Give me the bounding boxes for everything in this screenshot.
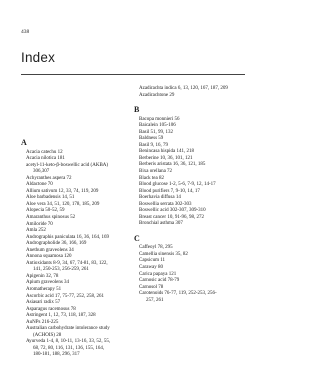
index-entry: 257, 261 xyxy=(146,297,164,303)
index-entry: Azadirachta indica 6, 13, 120, 167, 187, 209 xyxy=(139,86,228,91)
index-entry: acetyl-11-keto-β-boswellic acid (AKBA) xyxy=(26,162,109,168)
index-entry: Basil 51, 99, 132 xyxy=(139,129,174,135)
index-entry: Asiasari radix 57 xyxy=(26,300,61,306)
index-entry: Alopecia 50-52, 59 xyxy=(26,208,65,214)
index-entry: Aloe vera 34, 51, 120, 178, 185, 209 xyxy=(26,201,100,207)
index-entry: Baicalein 105-106 xyxy=(139,123,176,129)
index-entry: 141, 250-253, 256-259, 261 xyxy=(33,267,89,273)
index-entry: Caraway 80 xyxy=(139,265,164,271)
index-entry: 68, 72, 80, 116, 131, 136, 155, 164, xyxy=(33,345,105,351)
index-entry: Carnosic acid 78-79 xyxy=(139,278,180,284)
index-entry: Apigenin 32, 78 xyxy=(26,273,59,279)
entry-list-a-continued xyxy=(139,86,243,99)
index-entry: Boswellia serrata 302-303 xyxy=(139,201,192,207)
index-entry: Bacopa monnieri 56 xyxy=(139,116,180,122)
index-entry: Allium sativum 12, 33, 74, 119, 209 xyxy=(26,188,99,194)
index-entry: Black tea 82 xyxy=(139,175,164,181)
index-entry: Baldness 59 xyxy=(139,136,164,142)
index-entry: Acacia catechu 12 xyxy=(26,149,63,155)
index-entry: Amla 252 xyxy=(26,228,46,234)
index-entry: Achyranthes aspera 72 xyxy=(26,175,72,181)
index-column-left xyxy=(21,138,130,359)
index-entry: Azadirachtone 29 xyxy=(139,92,175,98)
index-entry: Caffeoyl 78, 295 xyxy=(139,245,173,251)
index-entry: Camellia sinensis 35, 82 xyxy=(139,251,188,257)
index-entry: 306,307 xyxy=(33,169,50,175)
index-entry: Blood purifiers 7, 9-10, 14, 17 xyxy=(139,188,200,194)
index-entry: Carotenoids 76-77, 119, 252-253, 256- xyxy=(139,291,217,297)
index-entry: Benincasa hispida 141, 218 xyxy=(139,149,194,155)
index-entry: Ascorbic acid 17, 75-77, 252, 258, 261 xyxy=(26,293,105,299)
index-entry: AuNPs 216-225 xyxy=(26,319,59,325)
index-entry: Boswellic acid 302-307, 309-310 xyxy=(139,208,206,214)
index-entry: Anethum graveolens 34 xyxy=(26,247,74,253)
index-entry: Ayurveda 1-4, 8, 10-11, 13-16, 33, 52, 55, xyxy=(26,339,111,345)
index-entry: Andrographis paniculata 16, 36, 164, 169 xyxy=(26,234,110,240)
index-entry: Acacia nilotica 181 xyxy=(26,156,65,162)
index-entry: Asparagus racemosus 78 xyxy=(26,306,76,312)
index-entry: Capsicum 11 xyxy=(139,258,166,264)
index-entry: Astringent 1, 12, 73, 118, 187, 328 xyxy=(26,313,96,319)
entry-list-c xyxy=(139,245,243,304)
index-entry: Aromatherapy 51 xyxy=(26,286,62,292)
index-entry: Apium graveolens 34 xyxy=(26,280,70,286)
index-entry: Blood glucose 1-2, 5-6, 7-9, 12, 14-17 xyxy=(139,182,216,188)
index-entry: Berberis aristata 16, 36, 121, 185 xyxy=(139,162,206,168)
index-entry: Boerhavia diffusa 14 xyxy=(139,195,181,201)
index-entry: Breast cancer 10, 91-96, 98, 272 xyxy=(139,214,204,220)
entry-list-b xyxy=(139,117,243,228)
index-entry: Carnosol 78 xyxy=(139,284,164,290)
index-entry: Amaranthus spinosus 52 xyxy=(26,214,76,220)
index-entry: Bronchial asthma 307 xyxy=(139,221,183,227)
index-entry: Antioxidants 8-9, 34, 67, 74-81, 83, 122, xyxy=(26,260,108,266)
index-entry: Carica papaya 121 xyxy=(139,271,177,277)
section-letter-b: B xyxy=(134,105,140,115)
index-column-right xyxy=(134,86,243,304)
index-entry: Australian carbohydrate intolerance study xyxy=(26,326,110,332)
index-entry: Aloe barbadensis 14, 51 xyxy=(26,195,75,201)
index-entry: Amiloride 70 xyxy=(26,221,53,227)
page-number: 438 xyxy=(21,29,30,35)
page-title: Index xyxy=(21,50,56,65)
section-letter-c: C xyxy=(134,233,140,243)
index-entry: Bixa orellana 72 xyxy=(139,168,173,174)
entry-list-a xyxy=(26,150,130,360)
index-entry: Berberine 10, 36, 101, 121 xyxy=(139,155,193,161)
index-entry: Basil 9, 16, 79 xyxy=(139,142,169,148)
section-letter-a: A xyxy=(21,138,27,147)
index-entry: (ACHOIS) 28 xyxy=(33,332,62,338)
index-entry: Aldactone 70 xyxy=(26,182,53,188)
title-rule xyxy=(21,74,245,75)
index-entry: 180-181, 188, 296, 317 xyxy=(33,352,80,358)
index-entry: Annona squamosa 120 xyxy=(26,254,72,260)
index-entry: Andrographolide 36, 166, 169 xyxy=(26,241,87,247)
